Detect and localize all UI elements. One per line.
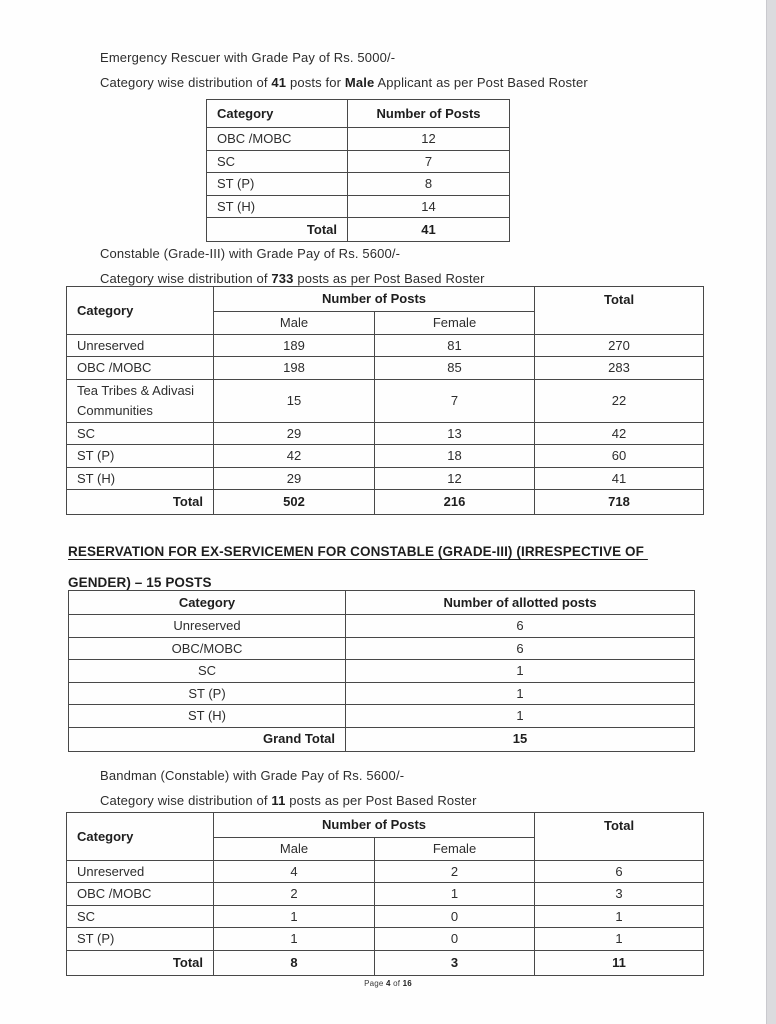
cell-category: Tea Tribes & Adivasi Communities xyxy=(67,379,214,422)
cell-total: 270 xyxy=(535,334,704,357)
cell-value: 8 xyxy=(348,173,510,196)
cell-category: SC xyxy=(67,905,214,928)
cell-category: Unreserved xyxy=(69,615,346,638)
cell-category: Unreserved xyxy=(67,860,214,883)
gender-label: Male xyxy=(344,75,375,90)
intro-text: posts for xyxy=(286,75,345,90)
table-row xyxy=(69,615,695,638)
column-header-category: Category xyxy=(207,100,348,128)
page-number: 4 xyxy=(386,979,391,988)
cell-category: ST (H) xyxy=(207,195,348,218)
total-pages: 16 xyxy=(402,979,412,988)
table-row xyxy=(67,357,704,380)
column-header-total: Total xyxy=(535,287,704,335)
table-total-row xyxy=(67,950,704,975)
cell-category: ST (P) xyxy=(67,445,214,468)
cell-female: 81 xyxy=(375,334,535,357)
table-total-row xyxy=(69,727,695,751)
cell-category: ST (P) xyxy=(69,682,346,705)
grand-total-value: 15 xyxy=(346,727,695,751)
column-header-male: Male xyxy=(214,838,375,861)
intro-text: posts as per Post Based Roster xyxy=(285,793,477,808)
column-header-posts: Number of Posts xyxy=(214,813,535,838)
section-title-bandman: Bandman (Constable) with Grade Pay of Rs. 5600/- xyxy=(100,768,405,783)
table-row xyxy=(67,422,704,445)
table-row xyxy=(67,467,704,490)
cell-total: 283 xyxy=(535,357,704,380)
bandman-distribution-table xyxy=(66,812,704,976)
post-count: 41 xyxy=(271,75,287,90)
cell-total: 6 xyxy=(535,860,704,883)
grand-total-label: Grand Total xyxy=(69,727,346,751)
cell-male: 1 xyxy=(214,928,375,951)
table-row xyxy=(67,905,704,928)
total-female: 3 xyxy=(375,950,535,975)
cell-female: 13 xyxy=(375,422,535,445)
cell-category: SC xyxy=(67,422,214,445)
column-header-male: Male xyxy=(214,312,375,335)
page-footer xyxy=(0,979,776,988)
cell-value: 1 xyxy=(346,682,695,705)
table-row xyxy=(207,173,510,196)
cell-total: 41 xyxy=(535,467,704,490)
table-row xyxy=(207,195,510,218)
column-header-female: Female xyxy=(375,838,535,861)
table-total-row xyxy=(67,490,704,515)
cell-male: 29 xyxy=(214,422,375,445)
cell-female: 2 xyxy=(375,860,535,883)
cell-category: ST (H) xyxy=(69,705,346,728)
table-header-row xyxy=(67,813,704,838)
cell-male: 29 xyxy=(214,467,375,490)
cell-male: 42 xyxy=(214,445,375,468)
cell-female: 7 xyxy=(375,379,535,422)
cell-category: OBC /MOBC xyxy=(67,883,214,906)
emergency-rescuer-table xyxy=(206,99,510,242)
intro-line-bandman xyxy=(100,793,477,809)
intro-text: Applicant as per Post Based Roster xyxy=(374,75,588,90)
cell-category: ST (H) xyxy=(67,467,214,490)
table-row xyxy=(207,150,510,173)
intro-text: Category wise distribution of xyxy=(100,75,272,90)
cell-category: ST (P) xyxy=(207,173,348,196)
cell-total: 3 xyxy=(535,883,704,906)
cell-female: 18 xyxy=(375,445,535,468)
total-female: 216 xyxy=(375,490,535,515)
cell-value: 6 xyxy=(346,615,695,638)
constable-distribution-table xyxy=(66,286,704,515)
total-label: Total xyxy=(207,218,348,242)
cell-male: 198 xyxy=(214,357,375,380)
column-header-female: Female xyxy=(375,312,535,335)
cell-category: SC xyxy=(207,150,348,173)
cell-total: 22 xyxy=(535,379,704,422)
table-row xyxy=(67,445,704,468)
column-header-allotted-posts: Number of allotted posts xyxy=(346,591,695,615)
total-label: Total xyxy=(67,490,214,515)
table-header-row xyxy=(67,287,704,312)
cell-female: 85 xyxy=(375,357,535,380)
cell-value: 1 xyxy=(346,660,695,683)
column-header-category: Category xyxy=(67,287,214,335)
table-row xyxy=(69,705,695,728)
cell-value: 12 xyxy=(348,128,510,151)
cell-category: OBC /MOBC xyxy=(67,357,214,380)
cell-category: ST (P) xyxy=(67,928,214,951)
cell-male: 15 xyxy=(214,379,375,422)
intro-text: Category wise distribution of xyxy=(100,793,272,808)
footer-text: of xyxy=(390,979,403,988)
total-value: 41 xyxy=(348,218,510,242)
cell-value: 1 xyxy=(346,705,695,728)
cell-female: 0 xyxy=(375,928,535,951)
table-row xyxy=(67,379,704,422)
table-total-row xyxy=(207,218,510,242)
total-male: 502 xyxy=(214,490,375,515)
table-row xyxy=(69,637,695,660)
section-title-emergency-rescuer: Emergency Rescuer with Grade Pay of Rs. 5000/- xyxy=(100,50,396,65)
cell-male: 189 xyxy=(214,334,375,357)
cell-total: 60 xyxy=(535,445,704,468)
ex-servicemen-reservation-table xyxy=(68,590,695,752)
cell-value: 14 xyxy=(348,195,510,218)
reservation-heading: RESERVATION FOR EX-SERVICEMEN FOR CONSTABLE (GRADE-III) (IRRESPECTIVE OF GENDER) – 15 POSTS xyxy=(68,544,648,590)
table-row xyxy=(69,682,695,705)
column-header-category: Category xyxy=(69,591,346,615)
cell-value: 6 xyxy=(346,637,695,660)
cell-total: 42 xyxy=(535,422,704,445)
table-row xyxy=(67,334,704,357)
cell-total: 1 xyxy=(535,905,704,928)
cell-male: 4 xyxy=(214,860,375,883)
footer-text: Page xyxy=(364,979,386,988)
table-row xyxy=(69,660,695,683)
cell-male: 1 xyxy=(214,905,375,928)
cell-value: 7 xyxy=(348,150,510,173)
intro-text: posts as per Post Based Roster xyxy=(293,271,485,286)
table-row xyxy=(67,860,704,883)
intro-line-constable xyxy=(100,271,485,287)
column-header-posts: Number of Posts xyxy=(214,287,535,312)
post-count: 11 xyxy=(271,793,286,808)
table-header-row xyxy=(69,591,695,615)
cell-female: 0 xyxy=(375,905,535,928)
column-header-total: Total xyxy=(535,813,704,861)
section-title-constable: Constable (Grade-III) with Grade Pay of Rs. 5600/- xyxy=(100,246,401,261)
table-row xyxy=(67,928,704,951)
column-header-posts: Number of Posts xyxy=(348,100,510,128)
total-value: 718 xyxy=(535,490,704,515)
cell-category: SC xyxy=(69,660,346,683)
cell-total: 1 xyxy=(535,928,704,951)
total-value: 11 xyxy=(535,950,704,975)
cell-female: 12 xyxy=(375,467,535,490)
column-header-category: Category xyxy=(67,813,214,861)
cell-category: Unreserved xyxy=(67,334,214,357)
table-row xyxy=(207,128,510,151)
total-label: Total xyxy=(67,950,214,975)
cell-female: 1 xyxy=(375,883,535,906)
post-count: 733 xyxy=(271,271,294,286)
table-row xyxy=(67,883,704,906)
intro-text: Category wise distribution of xyxy=(100,271,272,286)
cell-category: OBC/MOBC xyxy=(69,637,346,660)
cell-male: 2 xyxy=(214,883,375,906)
intro-line-emergency xyxy=(100,75,588,91)
scrollbar-track[interactable] xyxy=(766,0,776,1024)
total-male: 8 xyxy=(214,950,375,975)
cell-category: OBC /MOBC xyxy=(207,128,348,151)
table-header-row xyxy=(207,100,510,128)
